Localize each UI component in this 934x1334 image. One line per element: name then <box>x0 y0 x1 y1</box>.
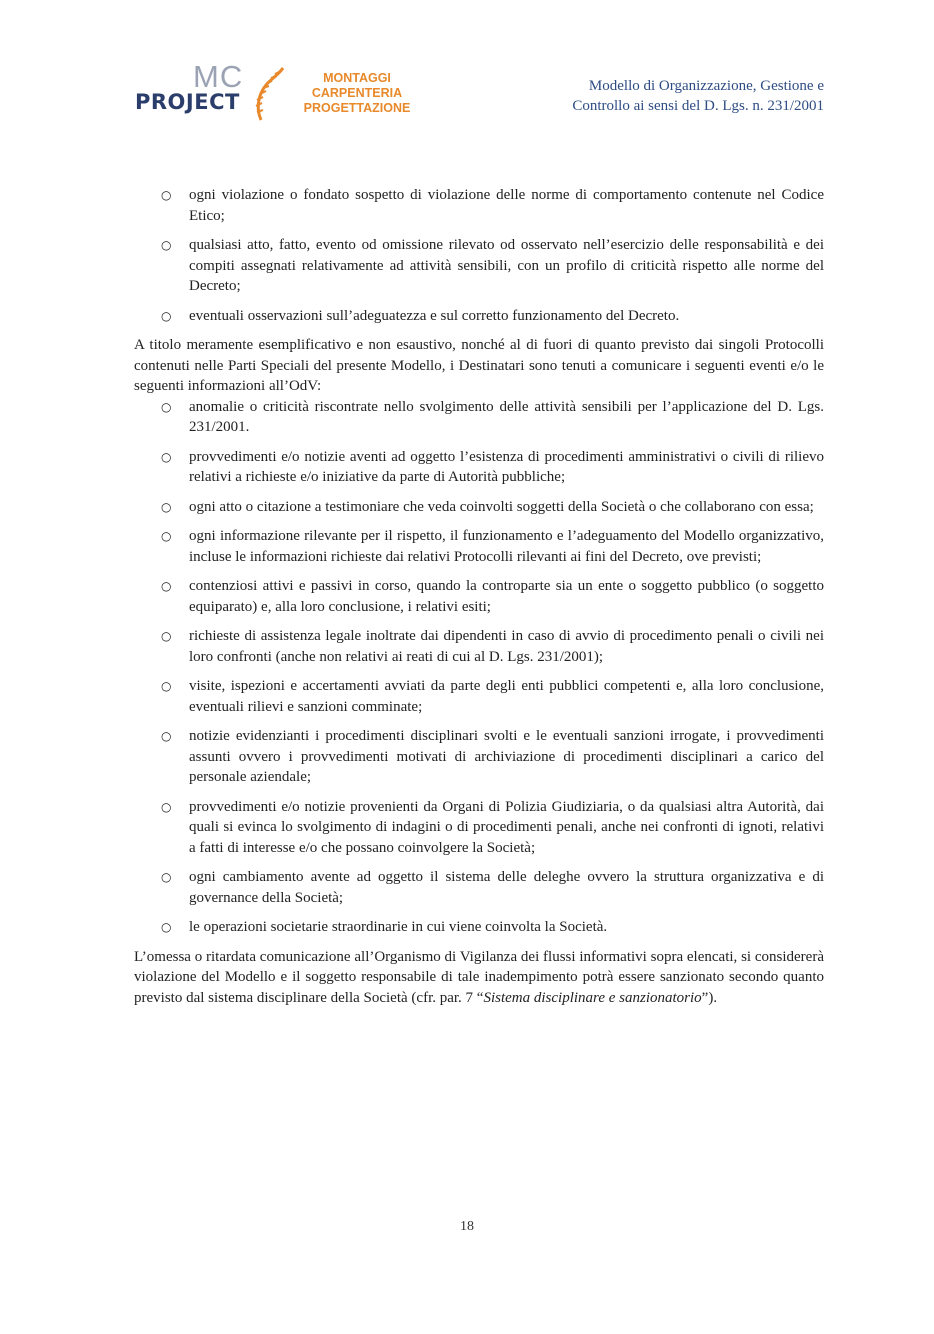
closing-paragraph-text: L’omessa o ritardata comunicazione all’Organismo di Vigilanza dei flussi informativi sopra elencati, si considererà violazione del Modello e il soggetto responsabile di tale inadempimento potrà essere sanzionato secondo quanto previsto dal sistema disciplinare della Società (cfr. par. 7 “ <box>134 948 824 1006</box>
list-item <box>134 676 824 717</box>
list-item-text: contenziosi attivi e passivi in corso, quando la controparte sia un ente o soggetto pubblico (o soggetto equiparato) e, alla loro conclusione, i relativi esiti; <box>189 578 824 615</box>
list-item-text: anomalie o criticità riscontrate nello svolgimento delle attività sensibili per l’applicazione del D. Lgs. 231/2001. <box>189 398 824 435</box>
logo-tagline-line: CARPENTERIA <box>311 86 403 100</box>
list-item <box>134 397 824 438</box>
list-item-text: le operazioni societarie straordinarie in cui viene coinvolta la Società. <box>189 919 608 935</box>
document-title-line: Controllo ai sensi del D. Lgs. n. 231/2001 <box>572 98 824 114</box>
list-item <box>134 306 824 327</box>
logo-project-text: PROJECT <box>135 90 240 114</box>
list-item-text: eventuali osservazioni sull’adeguatezza e sul corretto funzionamento del Decreto. <box>189 307 680 324</box>
bullet-circle-icon: ○ <box>161 629 172 643</box>
list-item <box>134 797 824 859</box>
page-number: 18 <box>460 1219 474 1234</box>
bullet-circle-icon: ○ <box>161 529 172 543</box>
logo-tagline-line: MONTAGGI <box>323 71 391 85</box>
document-title <box>494 76 824 116</box>
list-item <box>134 626 824 667</box>
list-item <box>134 235 824 297</box>
list-item <box>134 447 824 488</box>
closing-paragraph-end: ”). <box>701 989 718 1006</box>
logo-tagline <box>292 71 422 116</box>
list-item <box>134 526 824 567</box>
logo-spring-graphic <box>253 66 287 122</box>
bullet-list-violations <box>134 185 824 326</box>
logo-tagline-line: PROGETTAZIONE <box>303 101 411 115</box>
bullet-circle-icon: ○ <box>161 399 172 414</box>
list-item-text: richieste di assistenza legale inoltrate dai dipendenti in caso di avvio di procedimento penali o civili nei loro confronti (anche non relativi ai reati di cui al D. Lgs. 231/2001); <box>189 628 824 665</box>
closing-paragraph <box>134 947 824 1009</box>
bullet-circle-icon: ○ <box>161 870 172 884</box>
list-item-text: provvedimenti e/o notizie provenienti da Organi di Polizia Giudiziaria, o da qualsiasi altra Autorità, dai quali si evinca lo svolgimento di indagini o di procedimenti penali, anche nei confronti di ignoti, relativi a fatti di interesse e/o che possano coinvolgere la Società; <box>189 798 824 856</box>
document-title-line: Modello di Organizzazione, Gestione e <box>588 78 824 94</box>
bullet-circle-icon: ○ <box>161 579 172 593</box>
bullet-circle-icon: ○ <box>161 188 172 202</box>
bullet-circle-icon: ○ <box>161 920 172 934</box>
list-item-text: notizie evidenzianti i procedimenti disciplinari svolti e le eventuali sanzioni irrogate, i provvedimenti assunti ovvero i provvedimenti motivati di archiviazione di procedimenti disciplinari a carico del personale aziendale; <box>189 728 824 785</box>
bullet-circle-icon: ○ <box>161 729 172 743</box>
bullet-circle-icon: ○ <box>161 308 172 323</box>
intro-paragraph: A titolo meramente esemplificativo e non esaustivo, nonché al di fuori di quanto previsto dai singoli Protocolli contenuti nelle Parti Speciali del presente Modello, i Destinatari sono tenuti a comunicare i seguenti eventi e/o le seguenti informazioni all’OdV: <box>134 337 824 394</box>
list-item <box>134 917 824 938</box>
list-item <box>134 185 824 226</box>
bullet-circle-icon: ○ <box>161 679 172 693</box>
company-logo <box>135 59 415 122</box>
page-body <box>134 185 824 1008</box>
list-item <box>134 576 824 617</box>
bullet-circle-icon: ○ <box>161 238 172 252</box>
list-item <box>134 867 824 908</box>
list-item <box>134 497 824 518</box>
list-item-text: qualsiasi atto, fatto, evento od omissione rilevato od osservato nell’esercizio delle responsabilità e dei compiti assegnati relativamente ad attività sensibili, con un profilo di criticità rispetto alle norme del Decreto; <box>189 237 824 294</box>
closing-paragraph-italic: Sistema disciplinare e sanzionatorio <box>483 989 702 1006</box>
list-item-text: visite, ispezioni e accertamenti avviati da parte degli enti pubblici competenti e, alla loro conclusione, eventuali rilievi e sanzioni comminate; <box>189 678 824 715</box>
list-item <box>134 726 824 788</box>
logo-mc-text: MC <box>193 59 244 94</box>
bullet-circle-icon: ○ <box>161 499 172 514</box>
list-item-text: ogni cambiamento avente ad oggetto il sistema delle deleghe ovvero la struttura organizzativa e di governance della Società; <box>189 869 824 906</box>
list-item-text: ogni violazione o fondato sospetto di violazione delle norme di comportamento contenute nel Codice Etico; <box>189 187 824 224</box>
list-item-text: ogni atto o citazione a testimoniare che veda coinvolti soggetti della Società o che collaborano con essa; <box>189 498 814 515</box>
bullet-circle-icon: ○ <box>161 449 172 464</box>
list-item-text: ogni informazione rilevante per il rispetto, il funzionamento e l’adeguamento del Modello organizzativo, incluse le informazioni richieste dai relativi Protocolli rilevanti ai fini del Decreto, ove previsti; <box>189 528 824 565</box>
list-item-text: provvedimenti e/o notizie aventi ad oggetto l’esistenza di procedimenti amministrativi o civili di rilievo relativi a richieste e/o iniziative da parte di Autorità pubbliche; <box>189 448 824 485</box>
bullet-circle-icon: ○ <box>161 799 172 814</box>
bullet-list-information <box>134 397 824 938</box>
